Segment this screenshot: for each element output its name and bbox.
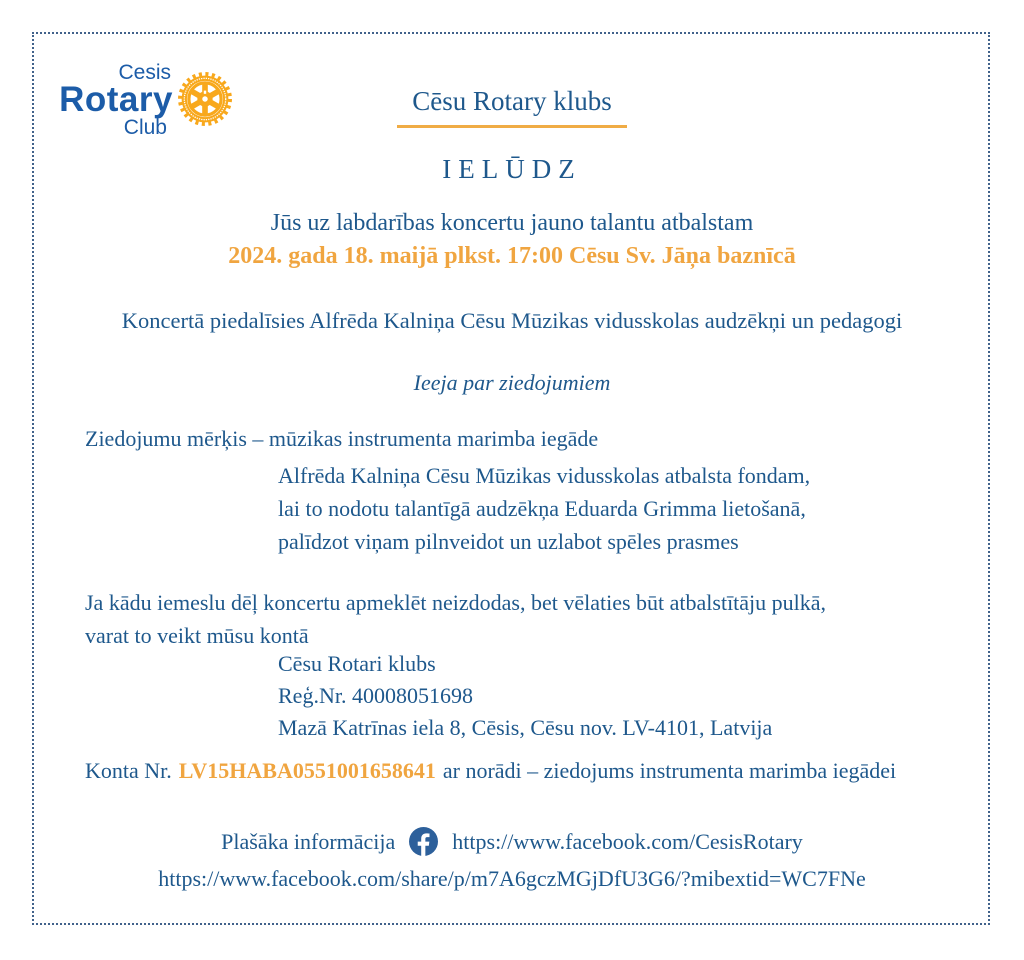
transfer-line-1: Ja kādu iemeslu dēļ koncertu apmeklēt neizdodas, bet vēlaties būt atbalstītāju pulkā, bbox=[85, 590, 827, 615]
footer-info-row bbox=[0, 827, 1024, 856]
event-datetime: 2024. gada 18. maijā plkst. 17:00 Cēsu Sv. Jāņa baznīcā bbox=[228, 243, 796, 269]
account-number: LV15HABA0551001658641 bbox=[178, 758, 436, 783]
page-title-text: Cēsu Rotary klubs bbox=[397, 86, 627, 128]
account-note: ar norādi – ziedojums instrumenta marimba iegādei bbox=[442, 758, 897, 783]
transfer-line-2: varat to veikt mūsu kontā bbox=[85, 623, 309, 648]
account-prefix: Konta Nr. bbox=[85, 758, 172, 783]
more-info-label: Plašāka informācija bbox=[221, 828, 396, 854]
facebook-url-primary[interactable]: https://www.facebook.com/CesisRotary bbox=[452, 828, 803, 854]
donation-purpose-line-2: Alfrēda Kalniņa Cēsu Mūzikas vidusskolas atbalsta fondam, bbox=[278, 463, 811, 488]
invite-heading: IELŪDZ bbox=[442, 154, 582, 184]
donation-purpose-line-1: Ziedojumu mērķis – mūzikas instrumenta marimba iegāde bbox=[85, 426, 599, 451]
bank-address: Mazā Katrīnas iela 8, Cēsis, Cēsu nov. LV-4101, Latvija bbox=[278, 715, 773, 740]
donation-purpose-line-4: palīdzot viņam pilnveidot un uzlabot spēles prasmes bbox=[278, 529, 739, 554]
account-number-line bbox=[85, 758, 964, 784]
invite-line: Jūs uz labdarības koncertu jauno talantu atbalstam bbox=[270, 210, 754, 236]
entry-by-donation-line: Ieeja par ziedojumiem bbox=[413, 370, 611, 395]
page-title bbox=[0, 86, 1024, 128]
participants-line: Koncertā piedalīsies Alfrēda Kalniņa Cēsu Mūzikas vidusskolas audzēkņi un pedagogi bbox=[121, 308, 903, 333]
logo-brand-label: Rotary bbox=[59, 80, 173, 119]
donation-purpose-line-3: lai to nodotu talantīgā audzēkņa Eduarda Grimma lietošanā, bbox=[278, 496, 806, 521]
bank-org-name: Cēsu Rotari klubs bbox=[278, 651, 436, 676]
bank-reg-number: Reģ.Nr. 40008051698 bbox=[278, 683, 473, 708]
logo-club-label: Club bbox=[123, 116, 167, 139]
facebook-icon[interactable] bbox=[409, 827, 438, 856]
facebook-url-share[interactable]: https://www.facebook.com/share/p/m7A6gczMGjDfU3G6/?mibextid=WC7FNe bbox=[158, 866, 866, 891]
logo-city-label: Cesis bbox=[118, 61, 171, 84]
